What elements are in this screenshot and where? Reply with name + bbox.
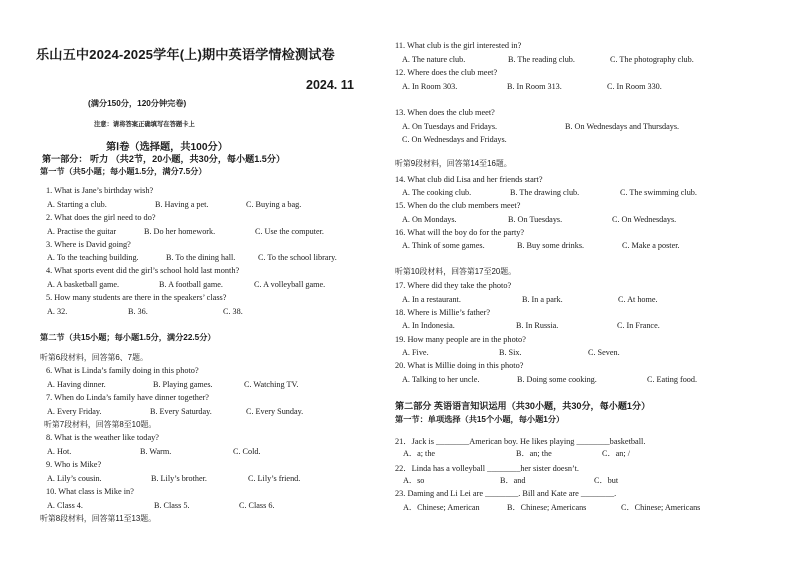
score-note: (满分150分，120分钟完卷) — [88, 99, 187, 108]
q19-option-a: A. Five. — [402, 348, 429, 357]
question-6: 6. What is Linda’s family doing in this photo? — [46, 366, 199, 375]
question-4: 4. What sports event did the girl’s school hold last month? — [46, 266, 240, 275]
q11-option-a: A. The nature club. — [402, 55, 466, 64]
question-14: 14. What club did Lisa and her friends start? — [395, 175, 543, 184]
q9-option-b: B. Lily’s brother. — [151, 474, 207, 483]
part1-sub1: 第一节（共5小题；每小题1.5分，满分7.5分） — [40, 167, 207, 176]
q4-option-c: C. A volleyball game. — [254, 280, 326, 289]
q17-option-a: A. In a restaurant. — [402, 295, 461, 304]
question-8: 8. What is the weather like today? — [46, 433, 159, 442]
q6-option-b: B. Playing games. — [153, 380, 213, 389]
q20-option-b: B. Doing some cooking. — [517, 375, 597, 384]
section-title: 第Ⅰ卷（选择题，共100分） — [106, 142, 228, 153]
q7-option-a: A. Every Friday. — [47, 407, 102, 416]
q6-option-c: C. Watching TV. — [244, 380, 299, 389]
q16-option-b: B. Buy some drinks. — [517, 241, 585, 250]
question-10: 10. What class is Mike in? — [46, 487, 134, 496]
q2-option-c: C. Use the computer. — [255, 227, 324, 236]
question-7: 7. When do Linda’s family have dinner together? — [46, 393, 209, 402]
q10-option-b: B. Class 5. — [154, 501, 190, 510]
q23-option-a: A．Chinese; American — [403, 503, 480, 512]
question-13: 13. When does the club meet? — [395, 108, 495, 117]
exam-date: 2024. 11 — [306, 78, 354, 92]
question-16: 16. What will the boy do for the party? — [395, 228, 525, 237]
q15-option-a: A. On Mondays. — [402, 215, 457, 224]
q8-option-b: B. Warm. — [140, 447, 172, 456]
q2-option-a: A. Practise the guitar — [47, 227, 117, 236]
q9-option-a: A. Lily’s cousin. — [47, 474, 102, 483]
q4-option-b: B. A football game. — [159, 280, 223, 289]
q14-option-c: C. The swimming club. — [620, 188, 697, 197]
q17-option-b: B. In a park. — [522, 295, 563, 304]
q23-option-c: C．Chinese; Americans — [621, 503, 701, 512]
q3-option-a: A. To the teaching building. — [47, 253, 139, 262]
q13-option-c: C. On Wednesdays and Fridays. — [402, 135, 507, 144]
q21-option-b: B．an; the — [516, 449, 552, 458]
q17-option-c: C. At home. — [618, 295, 658, 304]
part2-sub1: 第一节：单项选择（共15个小题，每小题1分） — [395, 415, 565, 424]
question-22: 22．Linda has a volleyball ________her sister doesn’t. — [395, 464, 579, 473]
q3-option-c: C. To the school library. — [258, 253, 337, 262]
q22-option-b: B．and — [500, 476, 526, 485]
question-2: 2. What does the girl need to do? — [46, 213, 156, 222]
question-9: 9. Who is Mike? — [46, 460, 102, 469]
q2-option-b: B. Do her homework. — [144, 227, 216, 236]
q6-option-a: A. Having dinner. — [47, 380, 106, 389]
q8-option-a: A. Hot. — [47, 447, 72, 456]
question-5: 5. How many students are there in the speakers’ class? — [46, 293, 227, 302]
instruction-10: 听第10段材料，回答第17至20题。 — [395, 267, 517, 276]
instruction-6: 听第6段材料，回答第6、7题。 — [40, 353, 148, 362]
q15-option-b: B. On Tuesdays. — [508, 215, 563, 224]
q12-option-c: C. In Room 330. — [607, 82, 662, 91]
q20-option-a: A. Talking to her uncle. — [402, 375, 480, 384]
q18-option-c: C. In France. — [617, 321, 660, 330]
q13-option-b: B. On Wednesdays and Thursdays. — [565, 122, 680, 131]
q11-option-c: C. The photography club. — [610, 55, 694, 64]
instruction-7: 听第7段材料，回答第8至10题。 — [44, 420, 157, 429]
part2-heading: 第二部分 英语语言知识运用（共30小题，共30分，每小题1分） — [395, 401, 651, 411]
q14-option-b: B. The drawing club. — [510, 188, 580, 197]
instruction-8: 听第8段材料，回答第11至13题。 — [40, 514, 157, 523]
q13-option-a: A. On Tuesdays and Fridays. — [402, 122, 498, 131]
q10-option-a: A. Class 4. — [47, 501, 83, 510]
exam-title: 乐山五中2024-2025学年(上)期中英语学情检测试卷 — [36, 47, 335, 62]
q16-option-c: C. Make a poster. — [622, 241, 680, 250]
question-12: 12. Where does the club meet? — [395, 68, 498, 77]
q1-option-c: C. Buying a bag. — [246, 200, 302, 209]
q4-option-a: A. A basketball game. — [47, 280, 120, 289]
question-11: 11. What club is the girl interested in? — [395, 41, 522, 50]
q7-option-b: B. Every Saturday. — [150, 407, 212, 416]
q14-option-a: A. The cooking club. — [402, 188, 472, 197]
q12-option-b: B. In Room 313. — [507, 82, 562, 91]
q19-option-b: B. Six. — [499, 348, 522, 357]
q22-option-a: A．so — [403, 476, 425, 485]
q16-option-a: A. Think of some games. — [402, 241, 485, 250]
q1-option-a: A. Starting a club. — [47, 200, 107, 209]
q21-option-a: A．a; the — [403, 449, 436, 458]
part1-heading: 第一部分： 听力 （共2节，20小题，共30分，每小题1.5分） — [42, 154, 286, 164]
answer-note: 注意：请将答案正确填写在答题卡上 — [94, 121, 195, 128]
q21-option-c: C．an; / — [602, 449, 630, 458]
instruction-9: 听第9段材料，回答第14至16题。 — [395, 159, 512, 168]
q11-option-b: B. The reading club. — [508, 55, 575, 64]
question-19: 19. How many people are in the photo? — [395, 335, 526, 344]
part1-sub2: 第二节（共15小题；每小题1.5分，满分22.5分） — [40, 333, 216, 342]
q10-option-c: C. Class 6. — [239, 501, 275, 510]
q7-option-c: C. Every Sunday. — [246, 407, 304, 416]
q20-option-c: C. Eating food. — [647, 375, 698, 384]
q12-option-a: A. In Room 303. — [402, 82, 458, 91]
q22-option-c: C．but — [594, 476, 619, 485]
question-20: 20. What is Millie doing in this photo? — [395, 361, 524, 370]
q5-option-b: B. 36. — [128, 307, 148, 316]
q5-option-a: A. 32. — [47, 307, 68, 316]
q5-option-c: C. 38. — [223, 307, 243, 316]
q23-option-b: B．Chinese; Americans — [507, 503, 587, 512]
question-18: 18. Where is Millie’s father? — [395, 308, 491, 317]
question-3: 3. Where is David going? — [46, 240, 131, 249]
q1-option-b: B. Having a pet. — [155, 200, 209, 209]
q8-option-c: C. Cold. — [233, 447, 261, 456]
question-17: 17. Where did they take the photo? — [395, 281, 512, 290]
q18-option-b: B. In Russia. — [516, 321, 559, 330]
question-23: 23. Daming and Li Lei are ________. Bill and Kate are ________. — [395, 489, 617, 498]
question-15: 15. When do the club members meet? — [395, 201, 521, 210]
q9-option-c: C. Lily’s friend. — [248, 474, 301, 483]
q19-option-c: C. Seven. — [588, 348, 620, 357]
q15-option-c: C. On Wednesdays. — [612, 215, 677, 224]
q18-option-a: A. In Indonesia. — [402, 321, 455, 330]
question-1: 1. What is Jane’s birthday wish? — [46, 186, 154, 195]
q3-option-b: B. To the dining hall. — [166, 253, 236, 262]
question-21: 21．Jack is ________American boy. He likes playing ________basketball. — [395, 437, 646, 446]
